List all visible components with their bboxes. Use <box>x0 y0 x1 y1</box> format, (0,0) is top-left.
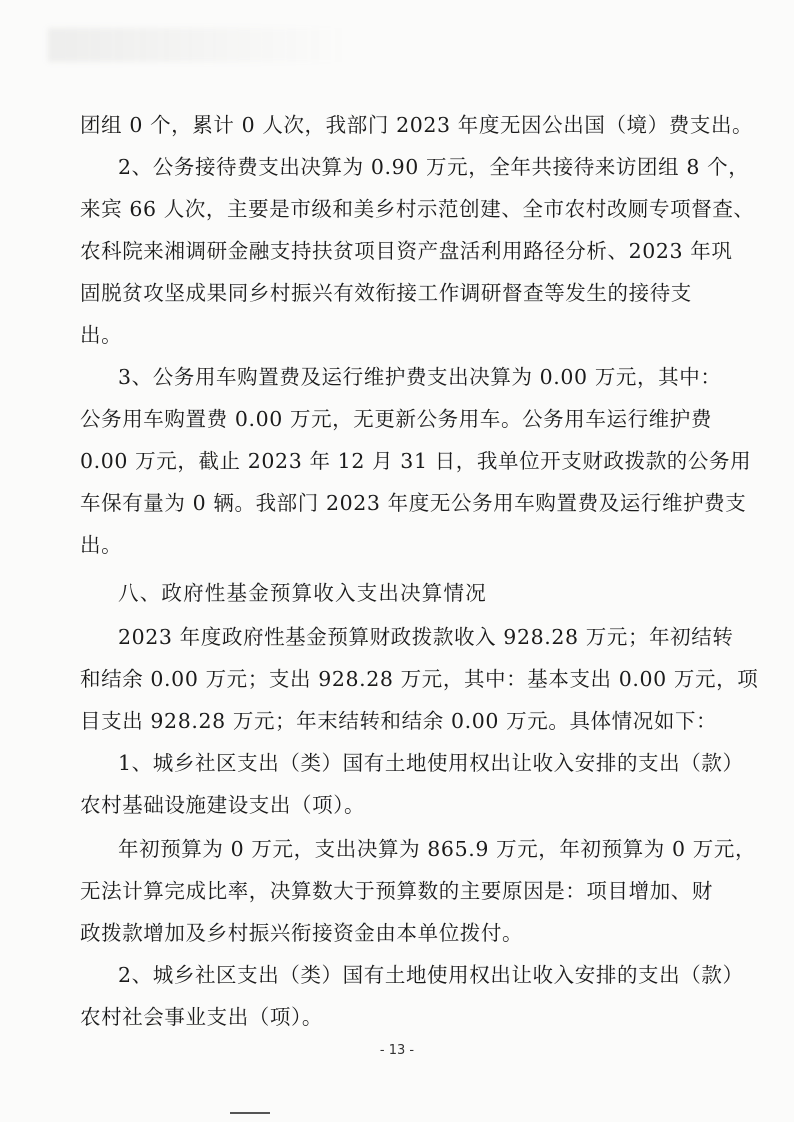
paragraph-line-18: 年初预算为 0 万元，支出决算为 865.9 万元，年初预算为 0 万元， <box>118 837 757 861</box>
paragraph-line-14: 和结余 0.00 万元；支出 928.28 万元，其中：基本支出 0.00 万元，项 <box>80 667 759 691</box>
paragraph-line-8: 公务用车购置费 0.00 万元，无更新公务用车。公务用车运行维护费 <box>80 407 712 431</box>
paragraph-line-9: 0.00 万元，截止 2023 年 12 月 31 日，我单位开支财政拨款的公务用 <box>80 449 752 473</box>
paragraph-line-6: 出。 <box>80 323 123 347</box>
scan-mark <box>230 1112 270 1114</box>
paragraph-line-17: 农村基础设施建设支出（项）。 <box>80 793 366 817</box>
paragraph-line-10: 车保有量为 0 辆。我部门 2023 年度无公务用车购置费及运行维护费支 <box>80 491 747 515</box>
paragraph-line-21: 2、城乡社区支出（类）国有土地使用权出让收入安排的支出（款） <box>118 963 744 987</box>
paragraph-line-1: 团组 0 个，累计 0 人次，我部门 2023 年度无因公出国（境）费支出。 <box>80 113 754 137</box>
paragraph-line-3: 来宾 66 人次，主要是市级和美乡村示范创建、全市农村改厕专项督查、 <box>80 197 755 221</box>
paragraph-line-4: 农科院来湘调研金融支持扶贫项目资产盘活利用路径分析、2023 年巩 <box>80 239 733 263</box>
scan-bleed-through <box>48 28 348 62</box>
paragraph-line-20: 政拨款增加及乡村振兴衔接资金由本单位拨付。 <box>80 921 524 945</box>
paragraph-line-22: 农村社会事业支出（项）。 <box>80 1005 323 1029</box>
page-number: - 13 - <box>379 1043 415 1058</box>
paragraph-line-15: 目支出 928.28 万元；年末结转和结余 0.00 万元。具体情况如下： <box>80 709 718 733</box>
paragraph-line-5: 固脱贫攻坚成果同乡村振兴有效衔接工作调研督查等发生的接待支 <box>80 281 692 305</box>
section-heading: 八、政府性基金预算收入支出决算情况 <box>118 581 487 605</box>
paragraph-line-19: 无法计算完成比率，决算数大于预算数的主要原因是：项目增加、财 <box>80 879 713 903</box>
paragraph-line-11: 出。 <box>80 533 123 557</box>
paragraph-line-16: 1、城乡社区支出（类）国有土地使用权出让收入安排的支出（款） <box>118 751 744 775</box>
paragraph-line-2: 2、公务接待费支出决算为 0.90 万元，全年共接待来访团组 8 个， <box>118 155 750 179</box>
paragraph-line-13: 2023 年度政府性基金预算财政拨款收入 928.28 万元；年初结转 <box>118 625 734 649</box>
paragraph-line-7: 3、公务用车购置费及运行维护费支出决算为 0.00 万元，其中： <box>118 365 722 389</box>
